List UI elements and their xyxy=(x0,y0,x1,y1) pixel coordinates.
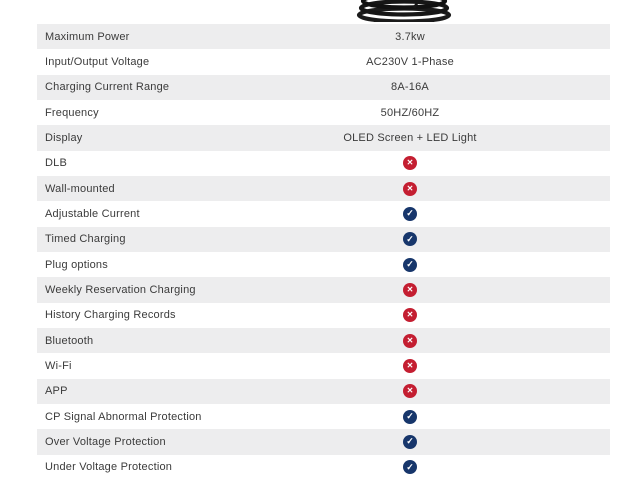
coiled-cable-icon xyxy=(352,0,456,22)
table-row xyxy=(37,75,610,100)
row-value-wrap xyxy=(391,81,429,93)
row-label: Wall-mounted xyxy=(45,182,115,195)
table-row xyxy=(37,201,610,226)
check-icon: ✓ xyxy=(403,258,417,272)
row-label: Maximum Power xyxy=(45,30,130,43)
table-row xyxy=(37,455,610,480)
row-value-wrap xyxy=(403,308,417,322)
table-row xyxy=(37,328,610,353)
row-value-wrap xyxy=(403,258,417,272)
product-image-coiled-cable xyxy=(352,0,456,22)
row-value-wrap xyxy=(403,156,417,170)
table-row xyxy=(37,404,610,429)
cross-icon: ✕ xyxy=(403,308,417,322)
row-label: Weekly Reservation Charging xyxy=(45,283,196,296)
row-value-wrap xyxy=(403,283,417,297)
row-label: CP Signal Abnormal Protection xyxy=(45,410,202,423)
check-icon: ✓ xyxy=(403,207,417,221)
row-value-wrap xyxy=(403,207,417,221)
row-label: Timed Charging xyxy=(45,233,126,246)
row-value: 3.7kw xyxy=(395,30,425,43)
table-row xyxy=(37,379,610,404)
row-value-wrap xyxy=(403,334,417,348)
check-icon: ✓ xyxy=(403,410,417,424)
row-value-wrap xyxy=(403,384,417,398)
table-row xyxy=(37,252,610,277)
table-row xyxy=(37,151,610,176)
cross-icon: ✕ xyxy=(403,334,417,348)
table-row xyxy=(37,100,610,125)
row-label: Input/Output Voltage xyxy=(45,55,150,68)
check-icon: ✓ xyxy=(403,232,417,246)
row-label: Over Voltage Protection xyxy=(45,435,166,448)
row-value: 8A-16A xyxy=(391,81,429,94)
row-label: Charging Current Range xyxy=(45,81,170,94)
row-value-wrap xyxy=(403,435,417,449)
row-value-wrap xyxy=(403,410,417,424)
row-value-wrap xyxy=(366,56,454,68)
row-label: DLB xyxy=(45,157,67,170)
row-label: Frequency xyxy=(45,106,99,119)
table-row xyxy=(37,353,610,378)
cross-icon: ✕ xyxy=(403,283,417,297)
cross-icon: ✕ xyxy=(403,359,417,373)
table-row xyxy=(37,227,610,252)
cross-icon: ✕ xyxy=(403,156,417,170)
specification-table xyxy=(37,24,610,480)
row-label: History Charging Records xyxy=(45,309,176,322)
row-value-wrap xyxy=(403,359,417,373)
row-value-wrap xyxy=(343,132,476,144)
table-row xyxy=(37,277,610,302)
check-icon: ✓ xyxy=(403,435,417,449)
cross-icon: ✕ xyxy=(403,384,417,398)
row-value-wrap xyxy=(381,107,440,119)
table-row xyxy=(37,176,610,201)
row-value: 50HZ/60HZ xyxy=(380,106,440,119)
row-value-wrap xyxy=(403,232,417,246)
row-label: APP xyxy=(45,385,68,398)
table-row xyxy=(37,49,610,74)
row-label: Under Voltage Protection xyxy=(45,461,173,474)
row-label: Adjustable Current xyxy=(45,207,140,220)
check-icon: ✓ xyxy=(403,460,417,474)
row-label: Wi-Fi xyxy=(45,359,72,372)
table-row xyxy=(37,24,610,49)
cross-icon: ✕ xyxy=(403,182,417,196)
table-row xyxy=(37,303,610,328)
row-value-wrap xyxy=(403,460,417,474)
row-label: Display xyxy=(45,131,83,144)
row-label: Plug options xyxy=(45,258,108,271)
table-row xyxy=(37,429,610,454)
row-value-wrap xyxy=(403,182,417,196)
row-value-wrap xyxy=(395,31,425,43)
row-label: Bluetooth xyxy=(45,334,94,347)
row-value: AC230V 1-Phase xyxy=(366,55,454,68)
table-row xyxy=(37,125,610,150)
row-value: OLED Screen + LED Light xyxy=(343,131,477,144)
